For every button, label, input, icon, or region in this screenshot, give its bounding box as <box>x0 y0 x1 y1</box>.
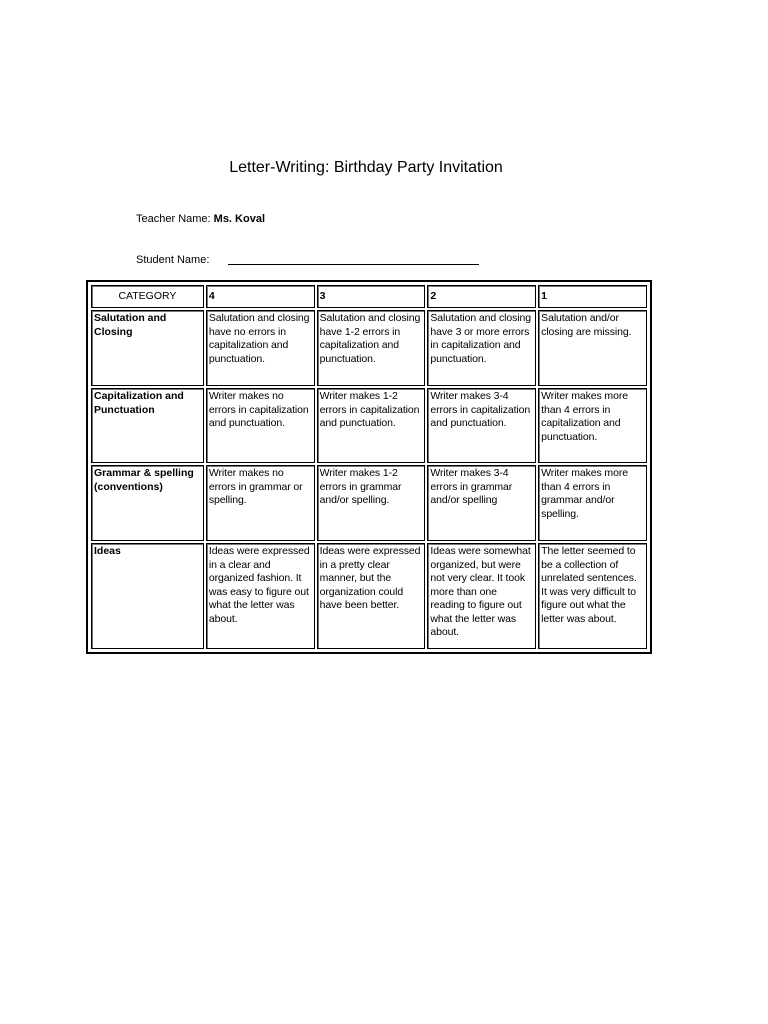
criterion-cell: Writer makes no errors in capitalization and punctuation. <box>206 388 315 463</box>
category-grammar-and-spelling: Grammar & spelling (conventions) <box>91 465 204 541</box>
header-score-4: 4 <box>206 285 315 308</box>
criterion-cell: Ideas were expressed in a pretty clear manner, but the organization could have been better. <box>317 543 426 649</box>
rubric-table <box>89 283 649 651</box>
criterion-cell: Writer makes no errors in grammar or spelling. <box>206 465 315 541</box>
criterion-cell: Salutation and closing have 1-2 errors in capitalization and punctuation. <box>317 310 426 386</box>
rubric-table-frame <box>86 280 652 654</box>
category-capitalization-and-punctuation: Capitalization and Punctuation <box>91 388 204 463</box>
rubric-row-salutation <box>91 310 647 386</box>
category-ideas: Ideas <box>91 543 204 649</box>
criterion-cell: Writer makes 1-2 errors in capitalization and punctuation. <box>317 388 426 463</box>
criterion-cell: Writer makes more than 4 errors in grammar and/or spelling. <box>538 465 647 541</box>
header-score-2: 2 <box>427 285 536 308</box>
criterion-cell: Ideas were somewhat organized, but were not very clear. It took more than one reading to figure out what the letter was about. <box>427 543 536 649</box>
criterion-cell: Writer makes 3-4 errors in grammar and/or spelling <box>427 465 536 541</box>
header-score-1: 1 <box>538 285 647 308</box>
teacher-name-value: Ms. Koval <box>213 213 266 225</box>
header-score-3: 3 <box>317 285 426 308</box>
rubric-row-ideas <box>91 543 647 649</box>
criterion-cell: Writer makes 3-4 errors in capitalization and punctuation. <box>427 388 536 463</box>
teacher-name-label: Teacher Name: <box>136 213 211 225</box>
criterion-cell: The letter seemed to be a collection of unrelated sentences. It was very difficult to figure out what the letter was about. <box>538 543 647 649</box>
student-name-label: Student Name: <box>136 254 210 266</box>
criterion-cell: Salutation and/or closing are missing. <box>538 310 647 386</box>
page-title: Letter-Writing: Birthday Party Invitation <box>229 159 503 176</box>
criterion-cell: Ideas were expressed in a clear and organized fashion. It was easy to figure out what the letter was about. <box>206 543 315 649</box>
rubric-row-grammar <box>91 465 647 541</box>
criterion-cell: Salutation and closing have no errors in capitalization and punctuation. <box>206 310 315 386</box>
criterion-cell: Salutation and closing have 3 or more errors in capitalization and punctuation. <box>427 310 536 386</box>
student-name-blank <box>228 264 479 265</box>
student-name-row <box>136 253 209 267</box>
category-salutation-and-closing: Salutation and Closing <box>91 310 204 386</box>
rubric-header-row <box>91 285 647 308</box>
criterion-cell: Writer makes 1-2 errors in grammar and/or spelling. <box>317 465 426 541</box>
rubric-row-capitalization <box>91 388 647 463</box>
criterion-cell: Writer makes more than 4 errors in capitalization and punctuation. <box>538 388 647 463</box>
header-category: CATEGORY <box>91 285 204 308</box>
teacher-name-row <box>136 212 265 226</box>
